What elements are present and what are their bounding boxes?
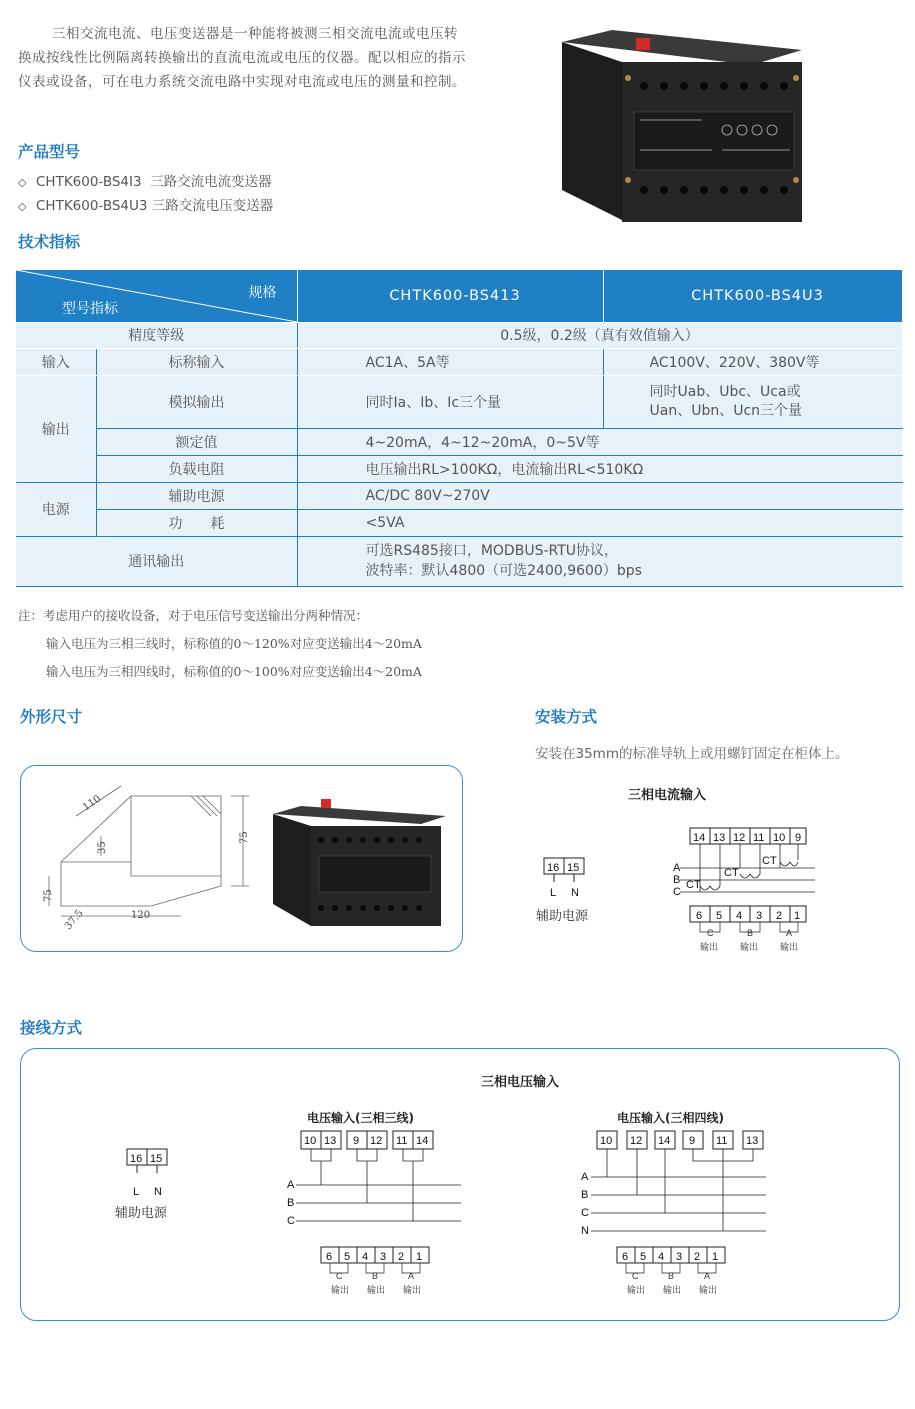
diamond-icon: ◇ (18, 200, 27, 213)
svg-text:CT: CT (686, 879, 701, 891)
svg-text:输出: 输出 (780, 942, 799, 952)
col-header-2: CHTK600-BS4U3 (603, 270, 902, 322)
output-group-label: 输出 (16, 375, 96, 482)
dim-120: 120 (131, 910, 151, 921)
svg-text:11: 11 (753, 832, 765, 844)
four-wire-title: 电压输入(三相四线) (617, 1111, 724, 1125)
rated-input-2: AC100V、220V、380V等 (603, 348, 902, 375)
rated-value: 4~20mA，4~12~20mA，0~5V等 (297, 428, 902, 455)
analog-2: 同时Uab、Ubc、Uca或 Uan、Ubn、Ucn三个量 (603, 375, 902, 428)
svg-text:B: B (668, 1271, 675, 1281)
four-wire-output (617, 1247, 725, 1263)
svg-text:11: 11 (396, 1135, 408, 1147)
svg-text:L: L (550, 887, 557, 899)
input-group-label: 输入 (16, 348, 96, 375)
svg-text:15: 15 (567, 862, 580, 874)
dimension-box (20, 765, 463, 952)
svg-text:输出: 输出 (740, 942, 759, 952)
svg-text:输出: 输出 (700, 942, 719, 952)
models-title: 产品型号 (18, 143, 81, 161)
svg-text:15: 15 (150, 1153, 163, 1165)
svg-text:3: 3 (676, 1251, 683, 1263)
col-header-1: CHTK600-BS413 (297, 270, 603, 322)
svg-text:4: 4 (736, 910, 743, 922)
svg-text:N: N (571, 887, 579, 899)
svg-text:N: N (581, 1225, 589, 1237)
svg-text:1: 1 (712, 1251, 719, 1263)
svg-text:2: 2 (776, 910, 783, 922)
svg-text:11: 11 (716, 1135, 728, 1147)
diamond-icon: ◇ (18, 176, 27, 189)
current-diagram-title: 三相电流输入 (628, 788, 707, 803)
svg-text:12: 12 (370, 1135, 383, 1147)
note-heading: 注：考虑用户的接收设备，对于电压信号变送输出分两种情况： (18, 608, 369, 623)
three-wire-terminals (301, 1131, 433, 1149)
spec-title: 技术指标 (18, 233, 81, 251)
svg-text:2: 2 (398, 1251, 405, 1263)
svg-text:N: N (154, 1186, 162, 1198)
svg-text:B: B (287, 1197, 295, 1209)
product-photo (552, 20, 812, 230)
dim-75b: 75 (43, 889, 54, 902)
model-desc: 三路交流电流变送器 (150, 174, 272, 190)
four-wire-terminals (597, 1131, 763, 1149)
svg-text:输出: 输出 (403, 1285, 422, 1295)
svg-text:L: L (133, 1186, 140, 1198)
svg-text:C: C (707, 928, 714, 938)
svg-text:3: 3 (756, 910, 763, 922)
rated-input-1: AC1A、5A等 (297, 348, 603, 375)
svg-text:C: C (632, 1271, 639, 1281)
voltage-diagram-title: 三相电压输入 (481, 1075, 560, 1090)
svg-text:B: B (747, 928, 754, 938)
dim-110: 110 (81, 793, 104, 814)
svg-text:B: B (372, 1271, 379, 1281)
svg-text:9: 9 (353, 1135, 360, 1147)
svg-text:A: A (287, 1179, 295, 1191)
svg-text:A: A (704, 1271, 711, 1281)
svg-text:13: 13 (324, 1135, 337, 1147)
three-wire-output (321, 1247, 429, 1263)
svg-text:5: 5 (344, 1251, 351, 1263)
svg-text:C: C (581, 1207, 589, 1219)
three-wire-title: 电压输入(三相三线) (307, 1111, 414, 1125)
intro-text: 三相交流电流、电压变送器是一种能将被测三相交流电流或电压转换成按线性比例隔离转换输出的直流电流或电压的仪器。配以相应的指示仪表或设备，可在电力系统交流电路中实现对电流或电压的测量和控制。 (18, 26, 466, 90)
wiring-title: 接线方式 (20, 1019, 83, 1037)
analog-label: 模拟输出 (96, 375, 297, 428)
install-text: 安装在35mm的标准导轨上或用螺钉固定在柜体上。 (535, 746, 849, 762)
svg-text:10: 10 (773, 832, 786, 844)
svg-text:输出: 输出 (367, 1285, 386, 1295)
dim-35: 35 (97, 841, 108, 854)
comm-value: 可选RS485接口，MODBUS-RTU协议， 波特率：默认4800（可选2400,9600）bps (297, 536, 902, 586)
svg-text:2: 2 (694, 1251, 701, 1263)
consume-label: 功 耗 (96, 509, 297, 536)
svg-text:输出: 输出 (331, 1285, 350, 1295)
svg-text:1: 1 (416, 1251, 423, 1263)
svg-text:A: A (673, 862, 681, 874)
svg-text:14: 14 (658, 1135, 671, 1147)
load-label: 负载电阻 (96, 455, 297, 482)
svg-text:14: 14 (416, 1135, 429, 1147)
model-code: CHTK600-BS4I3 (36, 174, 142, 190)
corner-bottom-label: 型号指标 (62, 301, 118, 317)
note-line: 输入电压为三相四线时，标称值的0～100%对应变送输出4～20mA (46, 664, 422, 679)
svg-text:5: 5 (716, 910, 723, 922)
accuracy-label: 精度等级 (16, 322, 297, 348)
voltage-wiring-diagram (21, 1049, 901, 1322)
wiring-box (20, 1048, 900, 1321)
accuracy-value: 0.5级，0.2级（真有效值输入） (297, 322, 902, 348)
aux-label: 辅助电源 (96, 482, 297, 509)
svg-text:CT: CT (724, 867, 739, 879)
dim-37: 37.5 (62, 907, 86, 932)
svg-text:6: 6 (622, 1251, 629, 1263)
svg-text:输出: 输出 (699, 1285, 718, 1295)
table-corner (16, 270, 297, 322)
note-line: 输入电压为三相三线时，标称值的0～120%对应变送输出4～20mA (46, 636, 422, 651)
svg-text:B: B (581, 1189, 589, 1201)
svg-text:16: 16 (130, 1153, 143, 1165)
dim-75a: 75 (239, 831, 250, 844)
current-output-terminals (690, 906, 806, 922)
svg-text:13: 13 (713, 832, 726, 844)
svg-text:输出: 输出 (627, 1285, 646, 1295)
power-group-label: 电源 (16, 482, 96, 536)
svg-text:9: 9 (689, 1135, 696, 1147)
svg-text:16: 16 (547, 862, 560, 874)
svg-text:5: 5 (640, 1251, 647, 1263)
spec-table (16, 270, 903, 587)
current-wiring-diagram (530, 820, 830, 960)
dimension-drawing (21, 766, 464, 953)
svg-text:12: 12 (733, 832, 746, 844)
svg-text:A: A (408, 1271, 415, 1281)
svg-text:10: 10 (304, 1135, 317, 1147)
svg-text:CT: CT (762, 855, 777, 867)
model-item (18, 194, 273, 214)
aux-power-label: 辅助电源 (536, 909, 589, 924)
svg-text:C: C (673, 886, 681, 898)
svg-text:14: 14 (693, 832, 706, 844)
current-top-terminals (690, 828, 806, 844)
aux-value: AC/DC 80V~270V (297, 482, 902, 509)
corner-top-label: 规格 (248, 285, 277, 301)
rated-input-label: 标称输入 (96, 348, 297, 375)
svg-text:12: 12 (630, 1135, 643, 1147)
svg-text:6: 6 (326, 1251, 333, 1263)
svg-text:C: C (336, 1271, 343, 1281)
svg-text:A: A (581, 1171, 589, 1183)
aux-power-label-2: 辅助电源 (115, 1206, 168, 1221)
model-desc: 三路交流电压变送器 (151, 198, 274, 214)
comm-label: 通讯输出 (16, 536, 297, 586)
svg-text:C: C (287, 1215, 295, 1227)
svg-text:3: 3 (380, 1251, 387, 1263)
red-clip (636, 38, 650, 50)
load-value: 电压输出RL>100KΩ，电流输出RL<510KΩ (297, 455, 902, 482)
svg-text:B: B (673, 874, 681, 886)
svg-text:输出: 输出 (663, 1285, 682, 1295)
svg-text:4: 4 (362, 1251, 369, 1263)
model-code: CHTK600-BS4U3 (36, 198, 148, 214)
svg-text:9: 9 (795, 832, 802, 844)
install-title: 安装方式 (535, 708, 598, 726)
dim-title: 外形尺寸 (20, 708, 83, 726)
svg-text:1: 1 (794, 910, 801, 922)
svg-text:13: 13 (746, 1135, 759, 1147)
model-item (18, 170, 272, 190)
svg-text:6: 6 (696, 910, 703, 922)
svg-text:10: 10 (600, 1135, 613, 1147)
svg-text:4: 4 (658, 1251, 665, 1263)
svg-text:A: A (786, 928, 793, 938)
analog-1: 同时Ia、Ib、Ic三个量 (297, 375, 603, 428)
consume-value: <5VA (297, 509, 902, 536)
rated-label: 额定值 (96, 428, 297, 455)
